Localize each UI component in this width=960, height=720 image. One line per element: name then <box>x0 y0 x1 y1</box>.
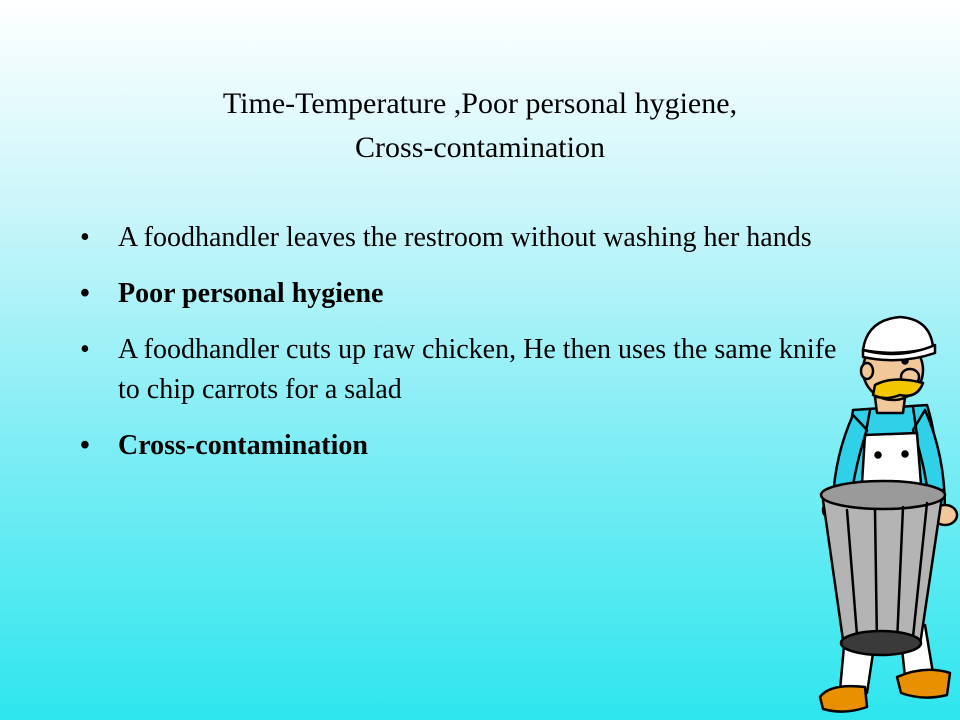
bullet-icon: • <box>80 334 90 365</box>
bullet-icon: • <box>80 430 90 461</box>
worker-with-trash-can-icon <box>805 305 960 720</box>
title-line-1: Time-Temperature ,Poor personal hygiene, <box>222 87 738 120</box>
bullet-text: Poor personal hygiene <box>118 278 384 309</box>
bullet-item-restroom <box>80 218 860 258</box>
bullet-item-raw-chicken <box>80 330 860 410</box>
bullet-text: A foodhandler leaves the restroom without washing her hands <box>118 222 812 253</box>
bullet-list <box>80 218 860 482</box>
slide-title <box>60 82 900 170</box>
bullet-icon: • <box>80 222 90 253</box>
bullet-text: Cross-contamination <box>118 430 368 461</box>
bullet-icon: • <box>80 278 90 309</box>
bullet-text: A foodhandler cuts up raw chicken, He then uses the same knife to chip carrots for a salad <box>118 334 837 405</box>
title-line-2: Cross-contamination <box>355 131 605 164</box>
bullet-item-cross-contamination <box>80 426 860 466</box>
bullet-item-poor-hygiene <box>80 274 860 314</box>
